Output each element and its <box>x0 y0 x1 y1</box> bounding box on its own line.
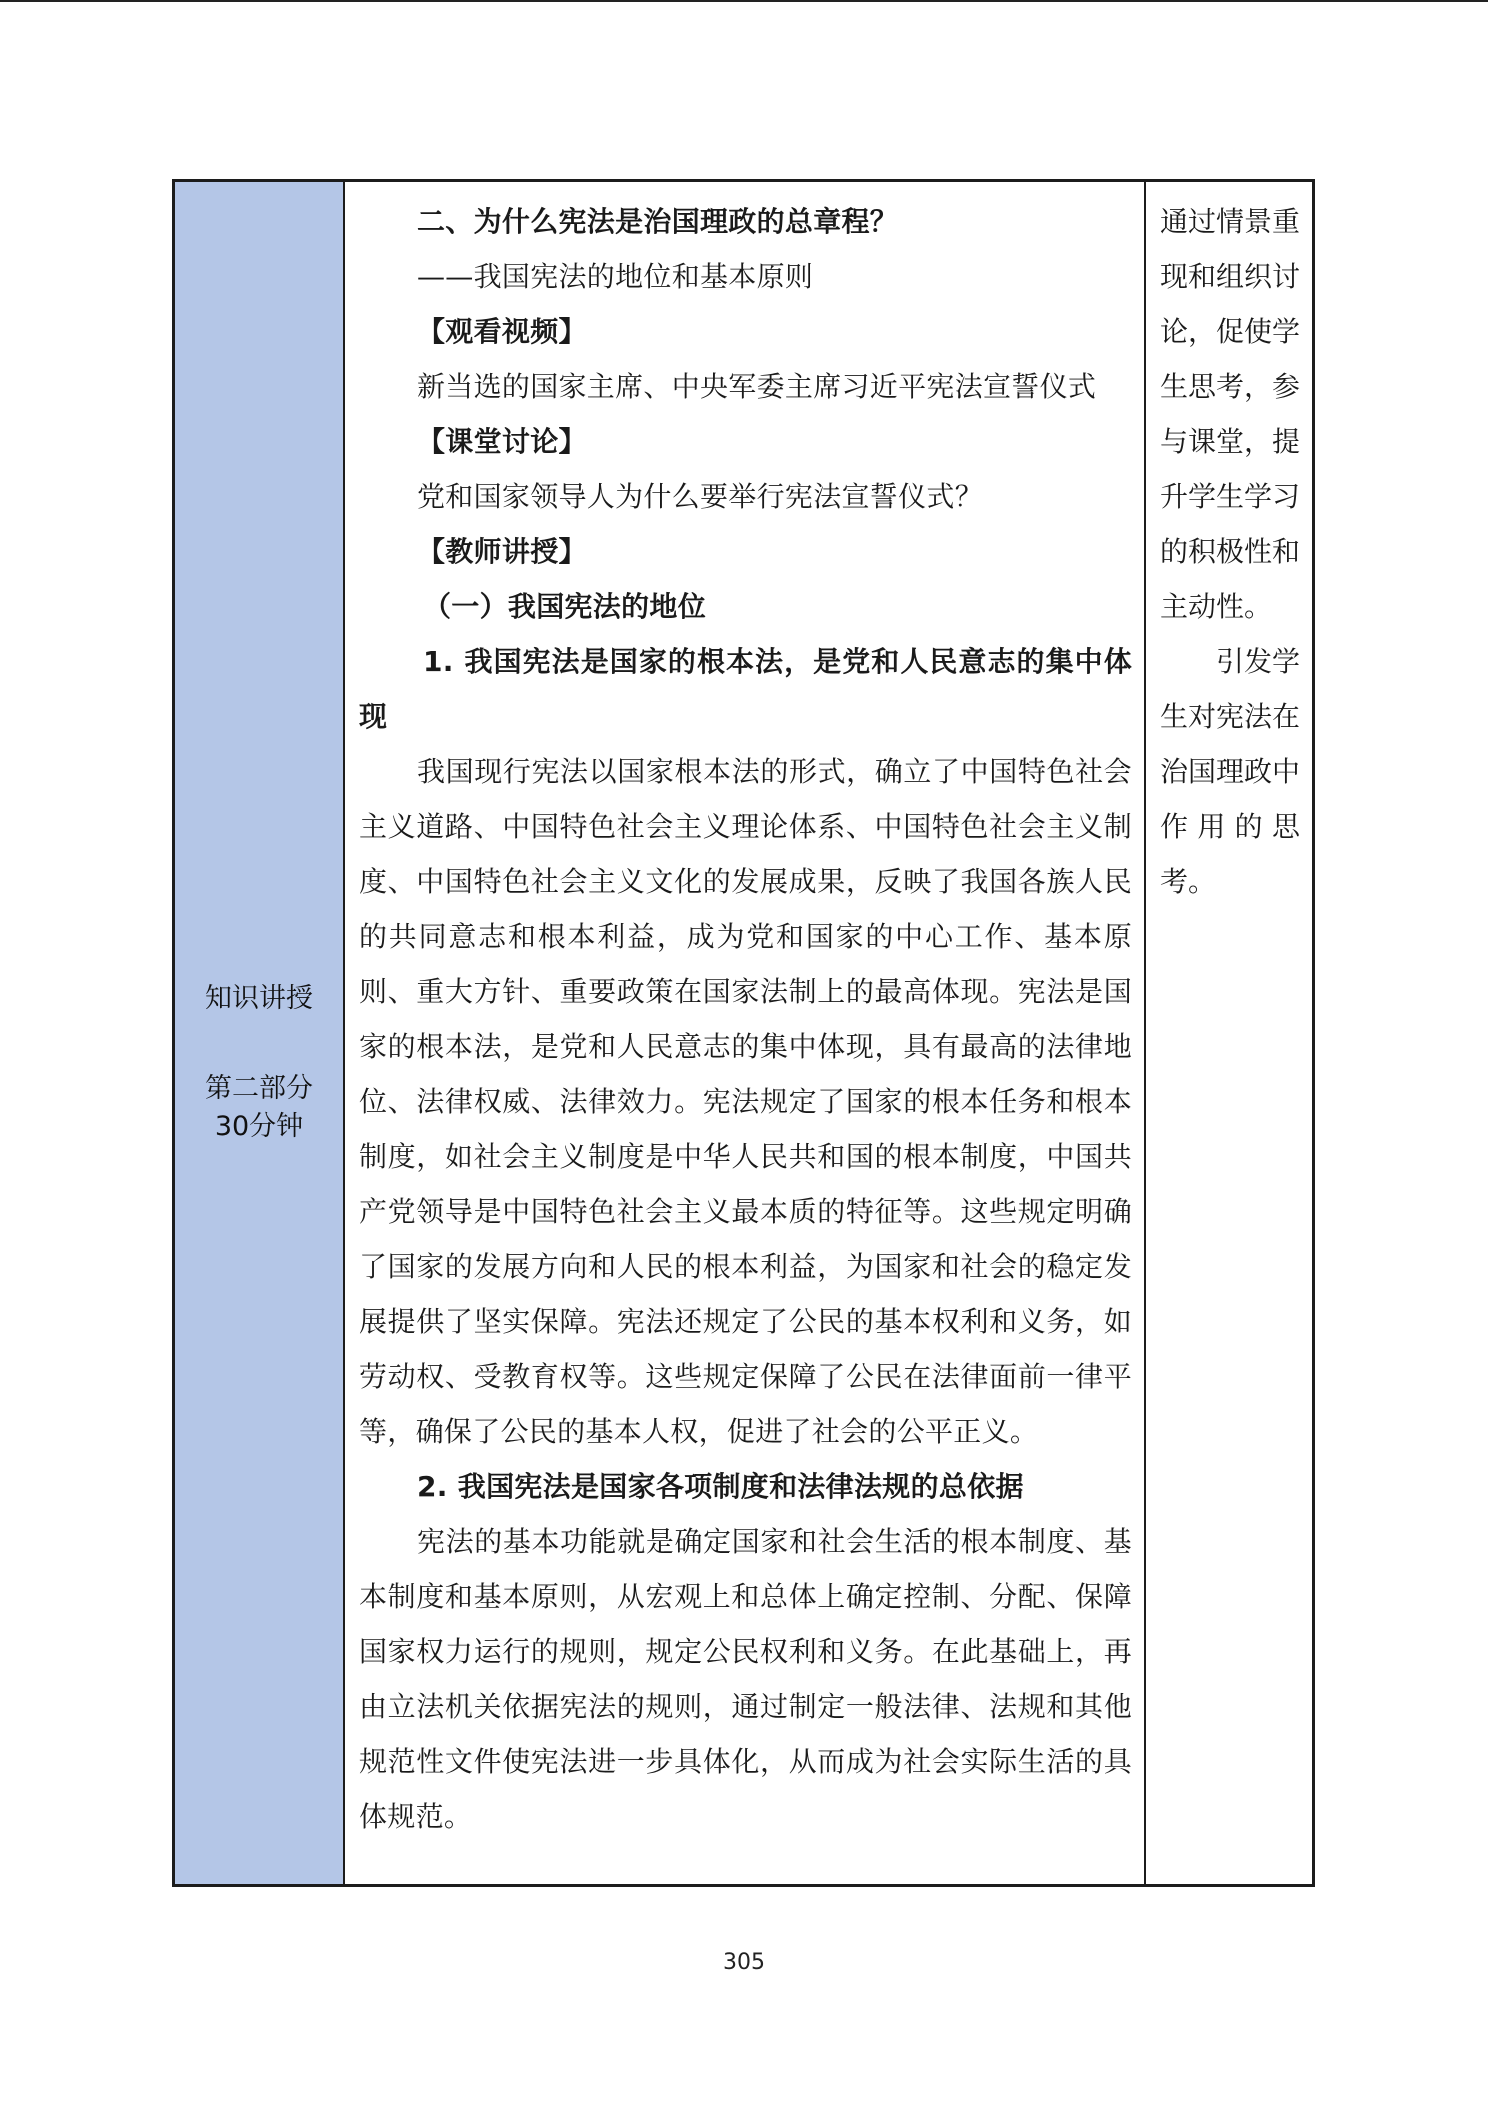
page-number: 305 <box>723 1950 765 1975</box>
video-text: 新当选的国家主席、中央军委主席习近平宪法宣誓仪式 <box>417 370 1097 403</box>
content-subheading: ——我国宪法的地位和基本原则 <box>417 260 814 293</box>
lesson-plan-table <box>172 179 1315 1887</box>
note-reflection: 引发学生对宪法在治国理政中作用的思考。 <box>1160 645 1301 898</box>
video-label: 【观看视频】 <box>417 315 587 348</box>
discussion-label: 【课堂讨论】 <box>417 425 587 458</box>
content-cell <box>345 182 1146 1884</box>
top-rule <box>0 0 1488 2</box>
lecture-label: 【教师讲授】 <box>417 535 587 568</box>
notes-cell <box>1146 182 1312 1884</box>
content-heading: 二、为什么宪法是治国理政的总章程？ <box>417 205 899 238</box>
point-1-title: 1. 我国宪法是国家的根本法，是党和人民意志的集中体现 <box>359 645 1132 733</box>
point-2-body: 宪法的基本功能就是确定国家和社会生活的根本制度、基本制度和基本原则，从宏观上和总体上确定控制、分配、保障国家权力运行的规则，规定公民权利和义务。在此基础上，再由立法机关依据宪法的规则，通过制定一般法律、法规和其他规范性文件使宪法进一步具体化，从而成为社会实际生活的具体规范。 <box>359 1525 1132 1833</box>
section-part: 第二部分 <box>205 1073 313 1104</box>
section-title: 知识讲授 <box>205 983 313 1014</box>
section-duration: 30分钟 <box>214 1111 304 1142</box>
subsection-title: （一）我国宪法的地位 <box>423 590 707 623</box>
point-1-body: 我国现行宪法以国家根本法的形式，确立了中国特色社会主义道路、中国特色社会主义理论体系、中国特色社会主义制度、中国特色社会主义文化的发展成果，反映了我国各族人民的共同意志和根本利益，成为党和国家的中心工作、基本原则、重大方针、重要政策在国家法制上的最高体现。宪法是国家的根本法，是党和人民意志的集中体现，具有最高的法律地位、法律权威、法律效力。宪法规定了国家的根本任务和根本制度，如社会主义制度是中华人民共和国的根本制度，中国共产党领导是中国特色社会主义最本质的特征等。这些规定明确了国家的发展方向和人民的根本利益，为国家和社会的稳定发展提供了坚实保障。宪法还规定了公民的基本权利和义务，如劳动权、受教育权等。这些规定保障了公民在法律面前一律平等，确保了公民的基本人权，促进了社会的公平正义。 <box>359 755 1132 1448</box>
discussion-text: 党和国家领导人为什么要举行宪法宣誓仪式？ <box>417 480 984 513</box>
point-2-title: 2. 我国宪法是国家各项制度和法律法规的总依据 <box>417 1470 1024 1503</box>
section-cell <box>175 182 345 1884</box>
note-engagement: 通过情景重现和组织讨论，促使学生思考，参与课堂，提升学生学习的积极性和主动性。 <box>1160 205 1301 623</box>
